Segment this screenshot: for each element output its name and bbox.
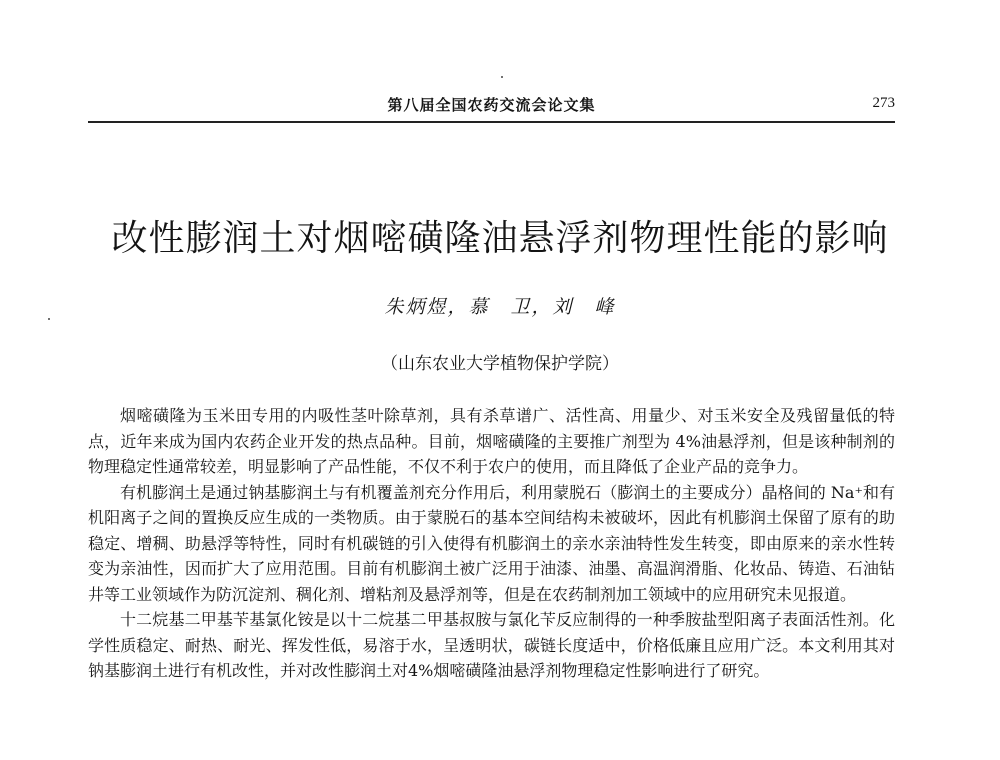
paragraph: 有机膨润土是通过钠基膨润土与有机覆盖剂充分作用后，利用蒙脱石（膨润土的主要成分）晶格间的 Na⁺和有机阳离子之间的置换反应生成的一类物质。由于蒙脱石的基本空间结构未被破坏，因此有机膨润土保留了原有的助稳定、增稠、助悬浮等特性，同时有机碳链的引入使得有机膨润土的亲水亲油特性发生转变，即由原来的亲水性转变为亲油性，因而扩大了应用范围。目前有机膨润土被广泛用于油漆、油墨、高温润滑脂、化妆品、铸造、石油钻井等工业领域作为防沉淀剂、稠化剂、增粘剂及悬浮剂等，但是在农药制剂加工领域中的应用研究未见报道。	[88, 482, 895, 604]
article-title: 改性膨润土对烟嘧磺隆油悬浮剂物理性能的影响	[111, 218, 889, 259]
paragraph: 十二烷基二甲基苄基氯化铵是以十二烷基二甲基叔胺与氯化苄反应制得的一种季胺盐型阳离子表面活性剂。化学性质稳定、耐热、耐光、挥发性低，易溶于水，呈透明状，碳链长度适中，价格低廉且应用广泛。本文利用其对钠基膨润土进行有机改性，并对改性膨润土对4%烟嘧磺隆油悬浮剂物理稳定性影响进行了研究。	[88, 610, 895, 680]
running-header	[88, 94, 895, 118]
paragraph: 烟嘧磺隆为玉米田专用的内吸性茎叶除草剂，具有杀草谱广、活性高、用量少、对玉米安全及残留量低的特点，近年来成为国内农药企业开发的热点品种。目前，烟嘧磺隆的主要推广剂型为 4%油悬浮剂，但是该种制剂的物理稳定性通常较差，明显影响了产品性能，不仅不利于农户的使用，而且降低了企业产品的竞争力。	[88, 406, 895, 476]
author-list: 朱炳煜，慕 卫，刘 峰	[384, 296, 616, 318]
header-rule	[88, 121, 895, 123]
scan-speck	[501, 76, 503, 78]
journal-title: 第八届全国农药交流会论文集	[387, 96, 596, 114]
page-number: 273	[872, 95, 895, 111]
article-body	[88, 403, 895, 684]
affiliation: （山东农业大学植物保护学院）	[381, 354, 619, 374]
